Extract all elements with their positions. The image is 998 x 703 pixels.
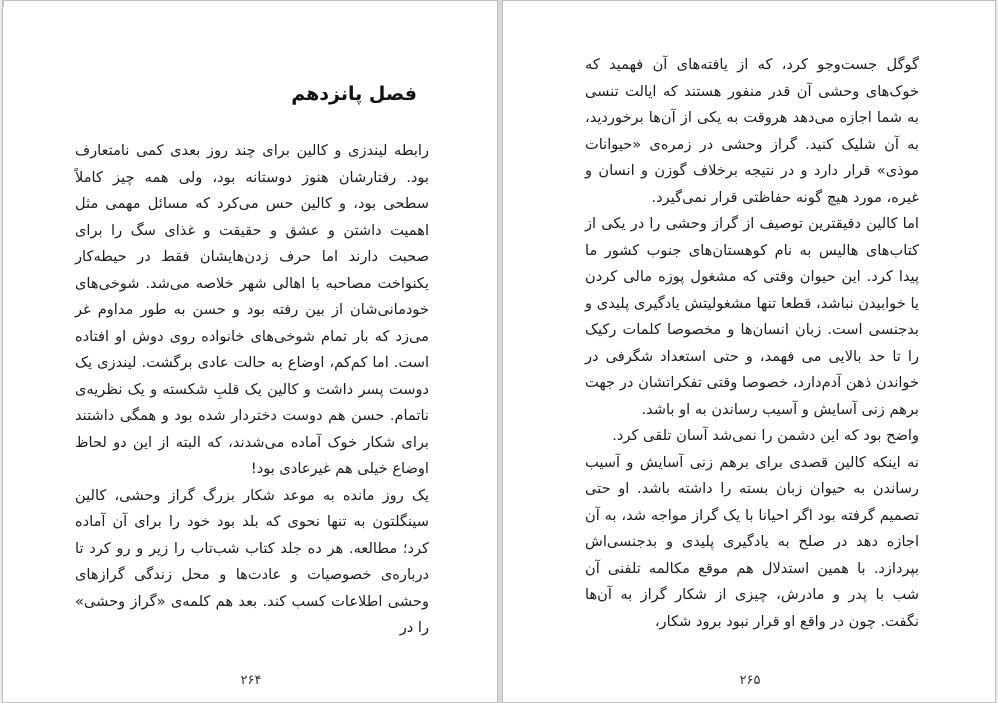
paragraph: گوگل جست‌وجو کرد، که از یافته‌های آن فهمید که خوک‌های وحشی آن قدر منفور هستند که ایالت تنسی به شما اجازه می‌دهد هروقت به یکی از آن‌ها برخوردید، به آن شلیک کنید. گراز وحشی در زمره‌ی «حیوانات موذی» قرار دارد و در نتیجه برخلاف گوزن و انسان و غیره، مورد هیچ گونه حفاظتی قرار نمی‌گیرد. xyxy=(585,56,919,206)
page-number: ۲۶۴ xyxy=(240,673,262,688)
left-page-body xyxy=(75,138,429,642)
left-page xyxy=(2,0,498,703)
paragraph: اما کالین دقیقترین توصیف از گراز وحشی را در یکی از کتاب‌های هالیس به نام کوهستان‌های جنوب کشور ما پیدا کرد. این حیوان وقتی که مشغول پوزه مالی کردن یا خوابیدن نباشد، قطعا تنها مشغولیتش یادگیری پلیدی و بدجنسی است. زبان انسان‌ها و مخصوصا کلمات رکیک را تا حد بالایی می فهمد، و حتی استعداد شگرفی در خواندن ذهن آدم‌دارد، خصوصا وقتی تفکراتشان در جهت برهم زنی آسایش و آسیب رساندن به او باشد. xyxy=(585,215,919,418)
paragraph: یک روز مانده به موعد شکار بزرگ گراز وحشی، کالین سینگلتون به تنها نحوی که بلد بود خود را برای آن آماده کرد؛ مطالعه. هر ده جلد کتاب شب‌تاب را زیر و رو کرد تا درباره‌ی خصوصیات و عادت‌ها و محل زندگی گرازهای وحشی اطلاعات کسب کند. بعد هم کلمه‌ی «گراز وحشی» را در xyxy=(75,486,429,636)
chapter-title: فصل پانزدهم xyxy=(291,83,417,105)
right-page xyxy=(502,0,996,703)
corner-mark xyxy=(3,1,4,7)
paragraph: نه اینکه کالین قصدی برای برهم زنی آسایش و آسیب رساندن به حیوان زبان بسته را داشته باشد. او حتی تصمیم گرفته بود اگر احیانا با یک گراز مواجه شد، به آن اجازه دهد در صلح به یادگیری پلیدی و بدجنسی‌اش بپردازد. با همین استدلال هم موقع مکالمه تلفنی آن شب با پدر و مادرش، چیزی از شکار گراز به آن‌ها نگفت. چون در واقع او قرار نبود برود شکار، xyxy=(585,453,919,630)
right-page-body xyxy=(585,52,919,635)
paragraph: واضح بود که این دشمن را نمی‌شد آسان تلقی کرد. xyxy=(612,427,919,444)
paragraph: رابطه لیندزی و کالین برای چند روز بعدی کمی نامتعارف بود. رفتارشان هنوز دوستانه بود، ولی همه چیز کاملاً سطحی بود، و کالین حس می‌کرد که مسائل مهمی مثل اهمیت داشتن و عشق و حقیقت و غذای سگ را برای صحبت دارند اما حرف زدن‌هایشان فقط در حیطه‌کار یکنواخت مصاحبه با اهالی شهر خلاصه می‌شد. شوخی‌های خودمانی‌شان از بین رفته بود و حسن به طور مداوم غر می‌زد که بار تمام شوخی‌های خانواده روی دوش او افتاده است. اما کم‌کم، اوضاع به حالت عادی برگشت. لیندزی یک دوست پسر داشت و کالین یک قلبِ شکسته و یک نظریه‌ی ناتمام. حسن هم دوست دختردار شده بود و همگی داشتند برای شکار خوک آماده می‌شدند، که البته از این دو لحاظ اوضاع خیلی هم غیرعادی بود! xyxy=(75,142,429,477)
page-number: ۲۶۵ xyxy=(739,673,761,688)
